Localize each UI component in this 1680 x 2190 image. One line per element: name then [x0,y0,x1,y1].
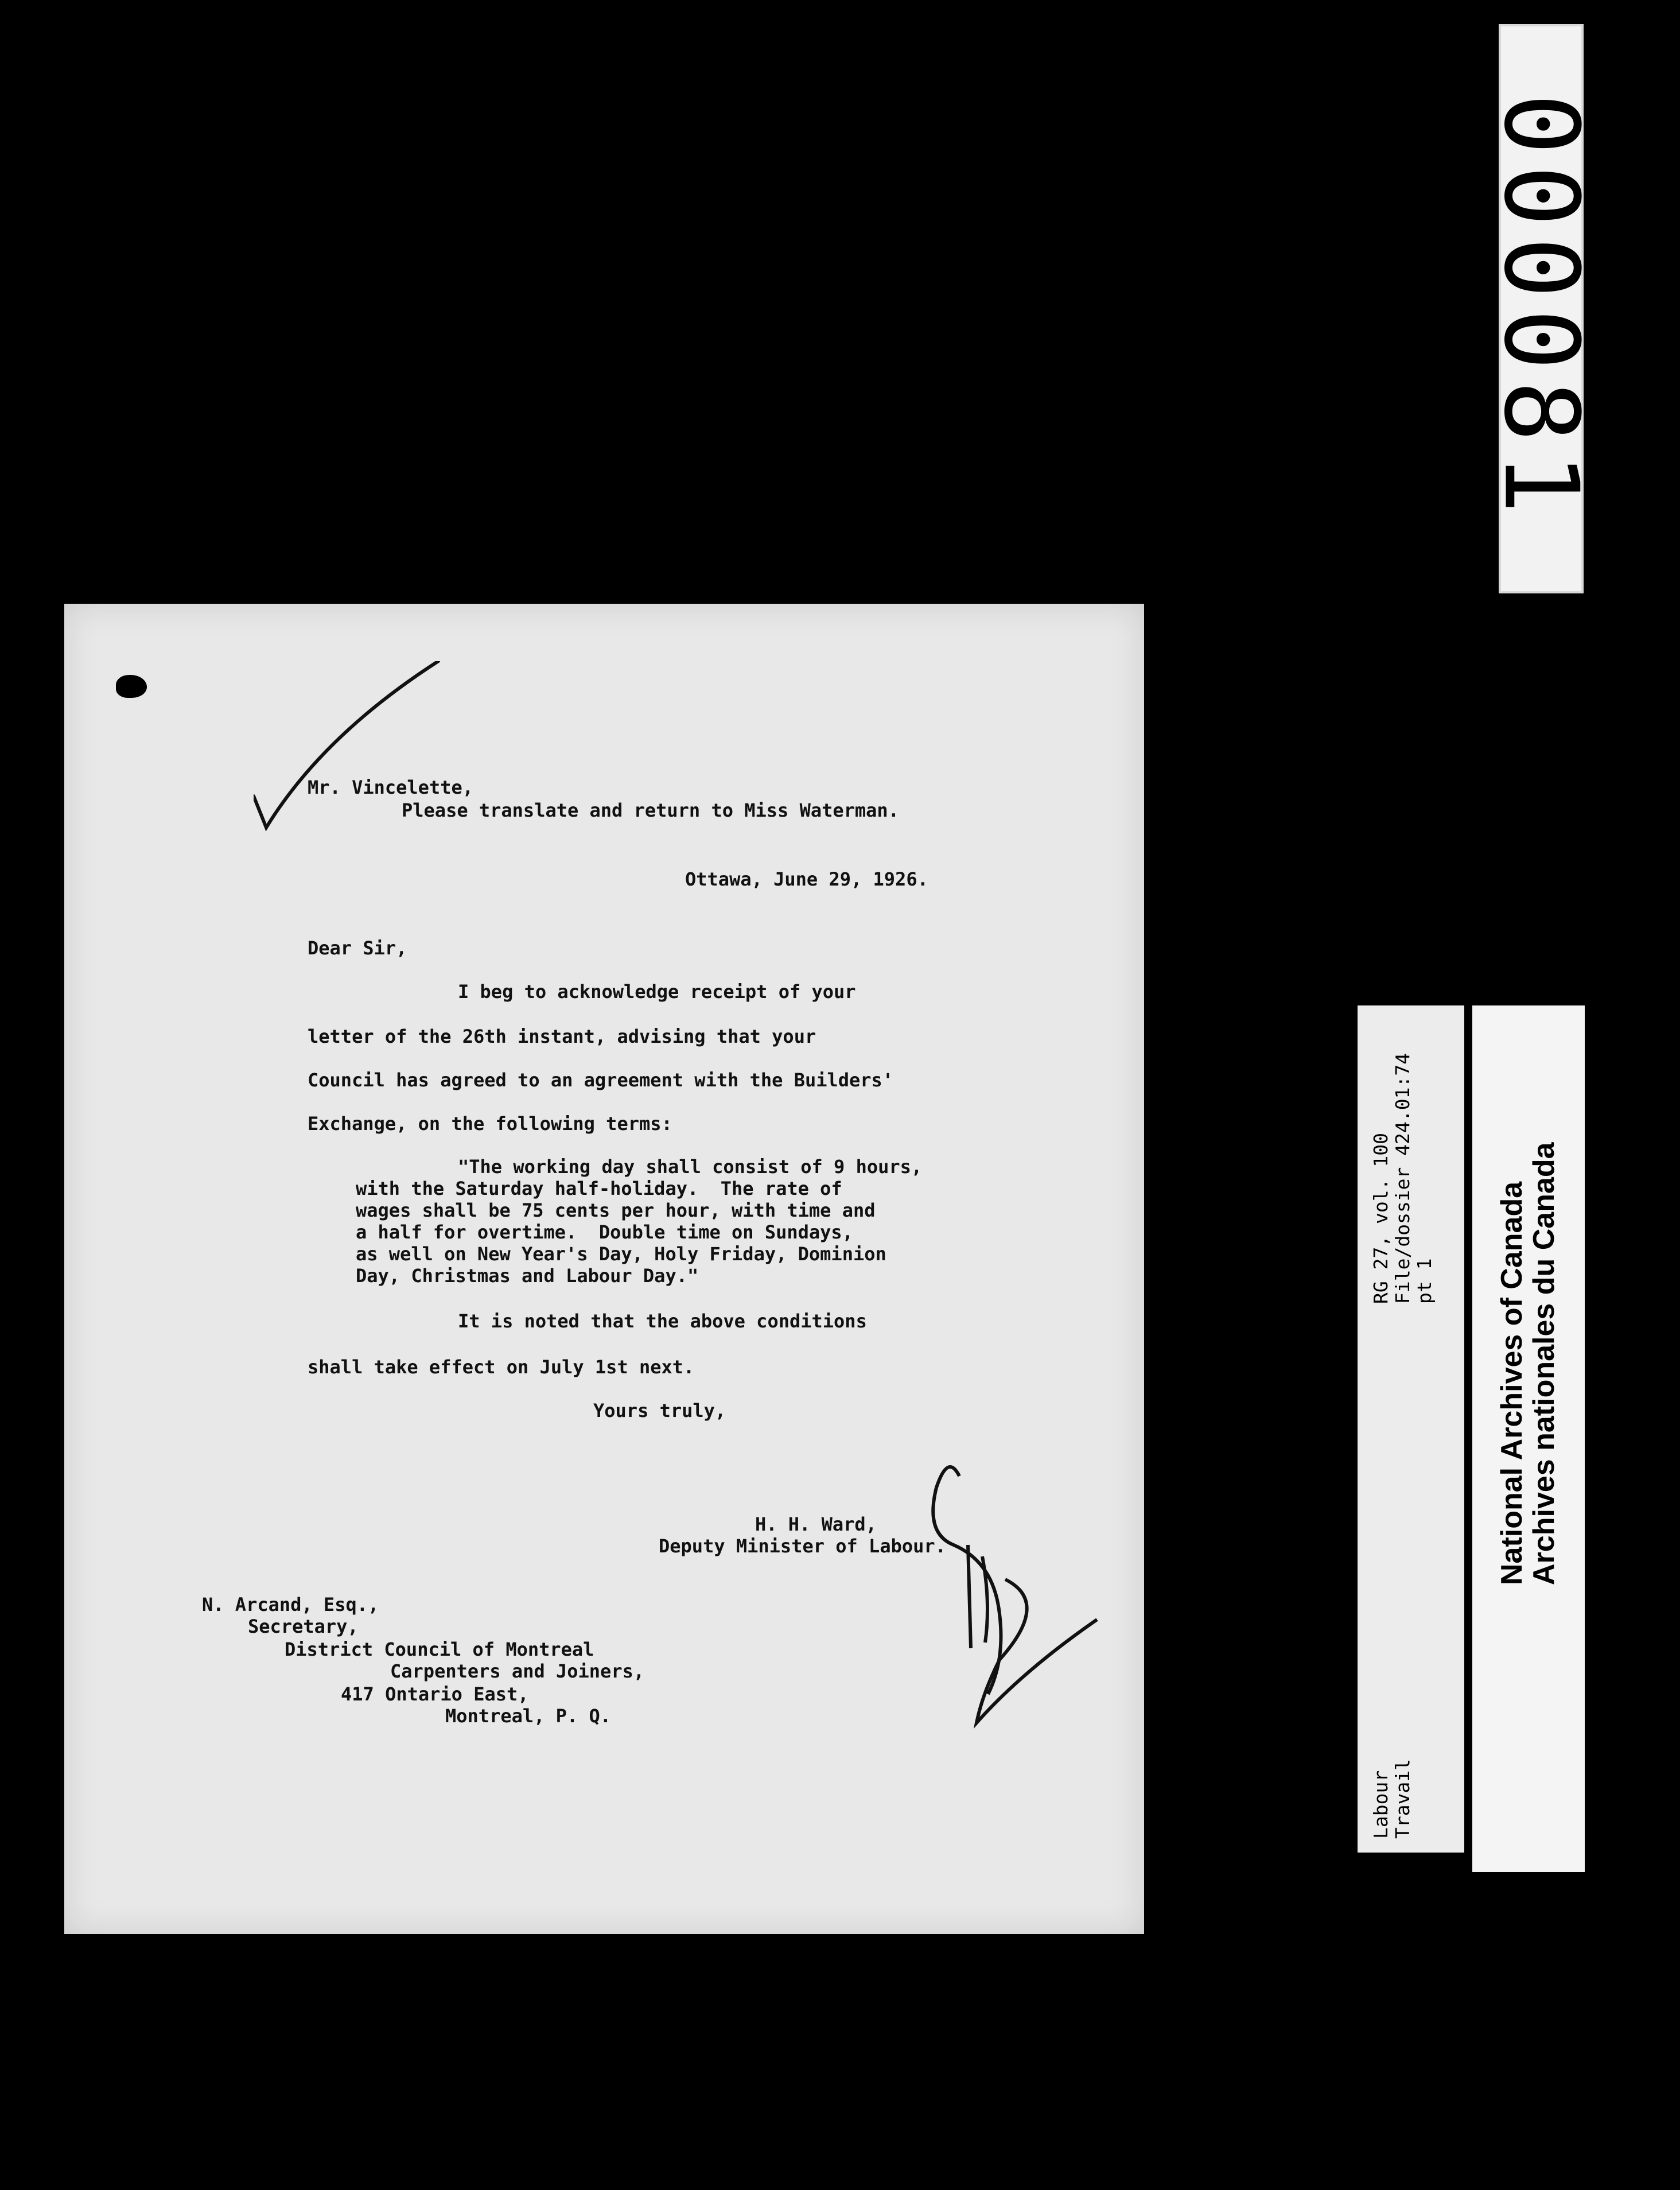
signature [913,1453,1120,1729]
routing-line-1: Mr. Vincelette, [308,776,473,798]
reference-label [1358,1005,1464,1853]
quote-line: "The working day shall consist of 9 hours, [458,1156,923,1178]
quote-line: as well on New Year's Day, Holy Friday, Dominion [356,1243,886,1265]
recipient-line: District Council of Montreal [285,1638,594,1660]
archive-name-fr: Archives nationales du Canada [1527,1142,1561,1585]
frame-number-strip [1481,24,1601,593]
salutation: Dear Sir, [308,937,407,959]
body-line: Council has agreed to an agreement with the Builders' [308,1069,894,1091]
body-line: I beg to acknowledge receipt of your [458,981,856,1003]
signer-name: H. H. Ward, [755,1513,877,1535]
recipient-line: Carpenters and Joiners, [390,1660,645,1682]
archive-label [1472,1005,1585,1872]
quote-line: a half for overtime. Double time on Sundays, [356,1221,853,1243]
closing-line: It is noted that the above conditions [458,1310,867,1332]
recipient-line: 417 Ontario East, [341,1683,529,1705]
signer-title: Deputy Minister of Labour. [659,1535,946,1557]
letter-page [64,604,1144,1934]
frame-number: 000081 [1481,93,1601,525]
closing-line: shall take effect on July 1st next. [308,1356,695,1378]
recipient-line: Montreal, P. Q. [445,1705,611,1727]
reference-line: pt 1 [1413,1258,1436,1304]
quote-line: with the Saturday half-holiday. The rate of [356,1178,842,1199]
recipient-line: Secretary, [248,1616,359,1637]
quote-line: wages shall be 75 cents per hour, with time and [356,1199,876,1221]
department-fr: Travail [1391,1758,1414,1839]
archive-name-en: National Archives of Canada [1495,1181,1529,1585]
body-line: letter of the 26th instant, advising that your [308,1026,816,1047]
quote-line: Day, Christmas and Labour Day." [356,1265,699,1287]
routing-line-2: Please translate and return to Miss Waterman. [402,799,899,821]
valediction: Yours truly, [593,1400,726,1422]
reference-line: RG 27, vol. 100 [1370,1132,1392,1304]
punch-hole [116,675,147,698]
reference-line: File/dossier 424.01:74 [1391,1053,1414,1304]
department-en: Labour [1370,1770,1392,1839]
body-line: Exchange, on the following terms: [308,1113,672,1135]
recipient-line: N. Arcand, Esq., [202,1594,379,1616]
letter-date: Ottawa, June 29, 1926. [685,868,928,890]
